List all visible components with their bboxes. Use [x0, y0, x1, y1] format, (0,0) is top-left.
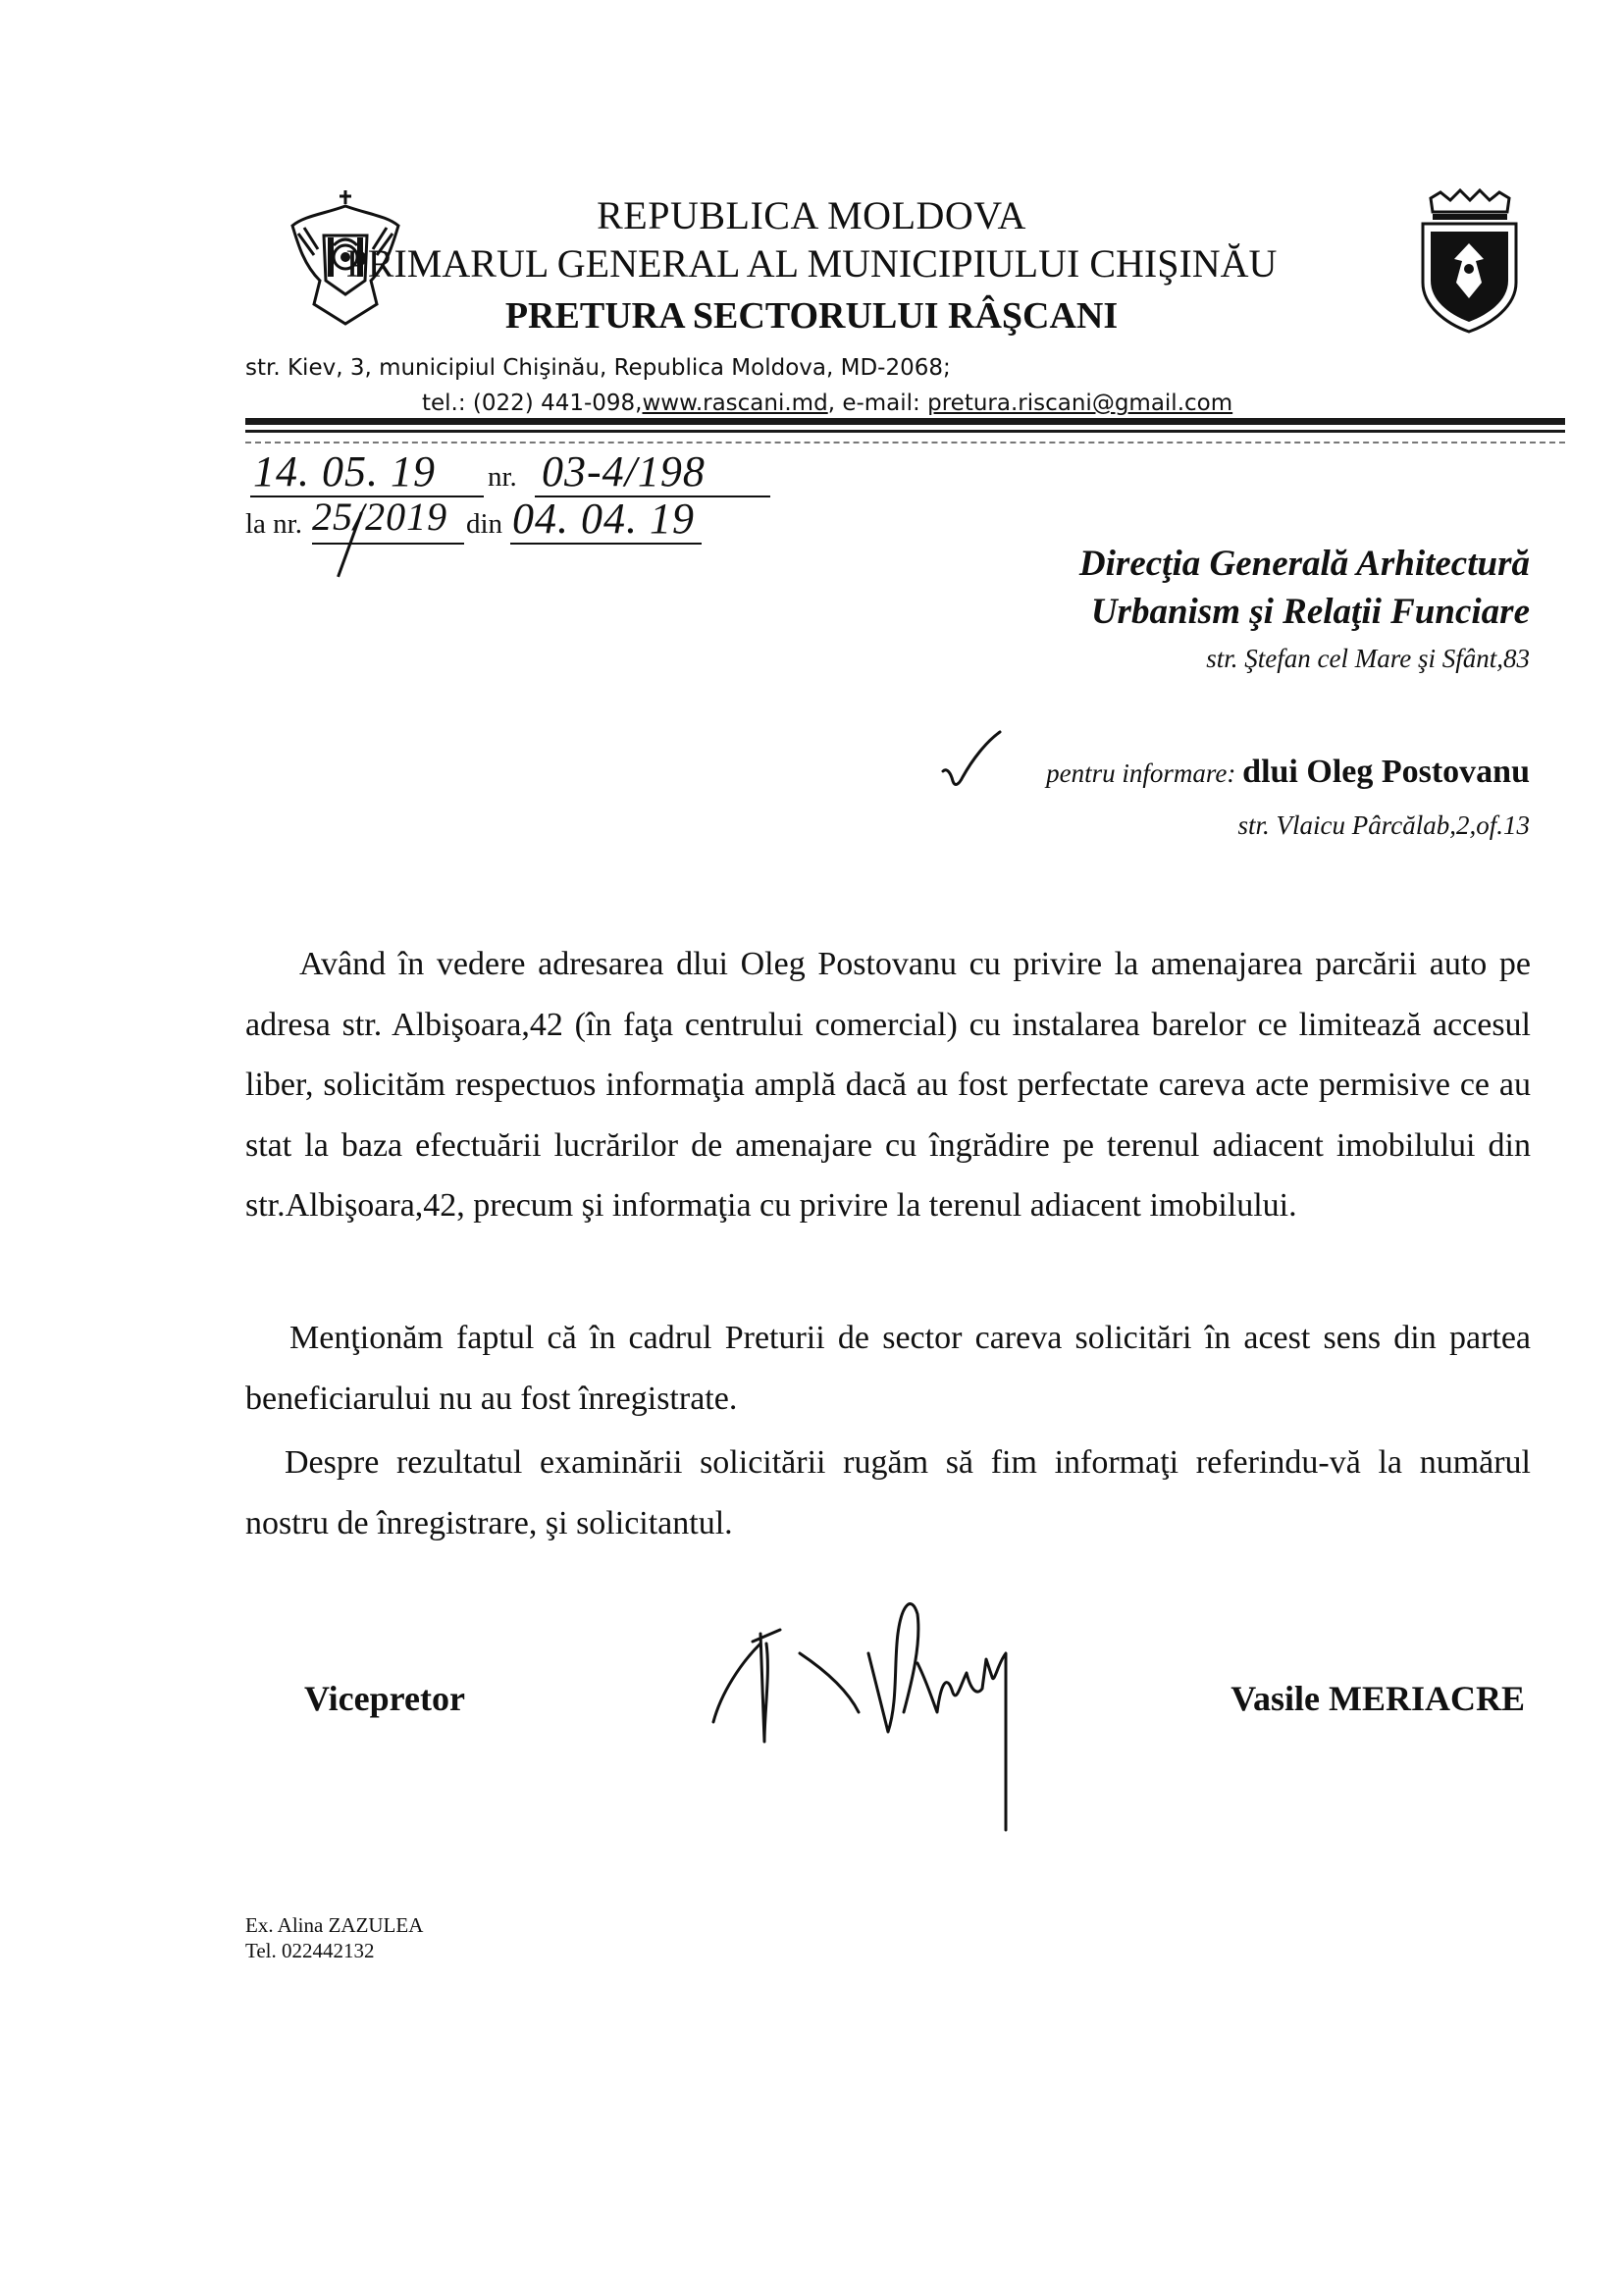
incoming-date-label: din [466, 508, 503, 540]
info-recipient [1046, 754, 1530, 791]
incoming-number-underline [312, 543, 464, 545]
header-website-link[interactable]: www.rascani.md [642, 391, 828, 416]
registration-number: 03-4/198 [542, 447, 706, 496]
header-phone: tel.: (022) 441-098, [422, 391, 643, 416]
incoming-date-underline [510, 543, 702, 545]
info-label: pentru informare: [1046, 758, 1236, 788]
signatory-title: Vicepretor [304, 1679, 465, 1718]
header-divider [245, 430, 1565, 433]
recipient-name-line2: Urbanism şi Relaţii Funciare [1090, 592, 1530, 632]
incoming-nr-label: la nr. [245, 508, 302, 540]
incoming-number: 25/2019 [312, 495, 448, 539]
recipient-address: str. Ştefan cel Mare şi Sfânt,83 [1206, 644, 1530, 673]
executor-phone: Tel. 022442132 [245, 1939, 375, 1962]
incoming-date: 04. 04. 19 [512, 495, 695, 543]
body-paragraph-3: Despre rezultatul examinării solicitării rugăm să fim informaţi referindu-vă la numărul nostru de înregistrare, şi solicitantul. [245, 1444, 1531, 1541]
registration-date: 14. 05. 19 [253, 447, 436, 496]
header-contacts [422, 391, 1232, 416]
header-email-label: , e-mail: [827, 391, 928, 416]
header-country: REPUBLICA MOLDOVA [597, 193, 1026, 237]
header-authority: PRIMARUL GENERAL AL MUNICIPIULUI CHIŞINĂU [345, 241, 1278, 286]
header-divider-thick [245, 418, 1565, 425]
handwritten-signature [702, 1594, 1055, 1840]
signatory-name: Vasile MERIACRE [1230, 1679, 1525, 1718]
header-address: str. Kiev, 3, municipiul Chişinău, Republica Moldova, MD-2068; [245, 355, 951, 381]
header-email-link[interactable]: pretura.riscani@gmail.com [927, 391, 1233, 416]
registration-nr-label: nr. [488, 461, 517, 493]
checkmark-icon [937, 728, 1006, 797]
recipient-name-line1: Direcţia Generală Arhitectură [1078, 544, 1530, 584]
body-paragraph-2: Menţionăm faptul că în cadrul Preturii de sector careva solicitări în acest sens din partea beneficiarului nu au fost înregistrate. [245, 1320, 1531, 1417]
body-paragraph-1: Având în vedere adresarea dlui Oleg Postovanu cu privire la amenajarea parcării auto pe adresa str. Albişoara,42 (în faţa centrului comercial) cu instalarea barelor ce limitează accesul liber, solicităm respectuos informaţia amplă dacă au fost perfectate careva acte permisive ce au stat la baza efectuării lucrărilor de amenajare cu îngrădire pe terenul adiacent imobilului din str.Albişoara,42, precum şi informaţia cu privire la terenul adiacent imobilului. [245, 946, 1531, 1224]
header-office: PRETURA SECTORULUI RÂŞCANI [504, 295, 1119, 337]
header-divider-dashed [245, 442, 1565, 445]
info-recipient-address: str. Vlaicu Pârcălab,2,of.13 [1237, 810, 1530, 840]
executor-name: Ex. Alina ZAZULEA [245, 1913, 424, 1937]
info-recipient-name: dlui Oleg Postovanu [1242, 754, 1530, 790]
